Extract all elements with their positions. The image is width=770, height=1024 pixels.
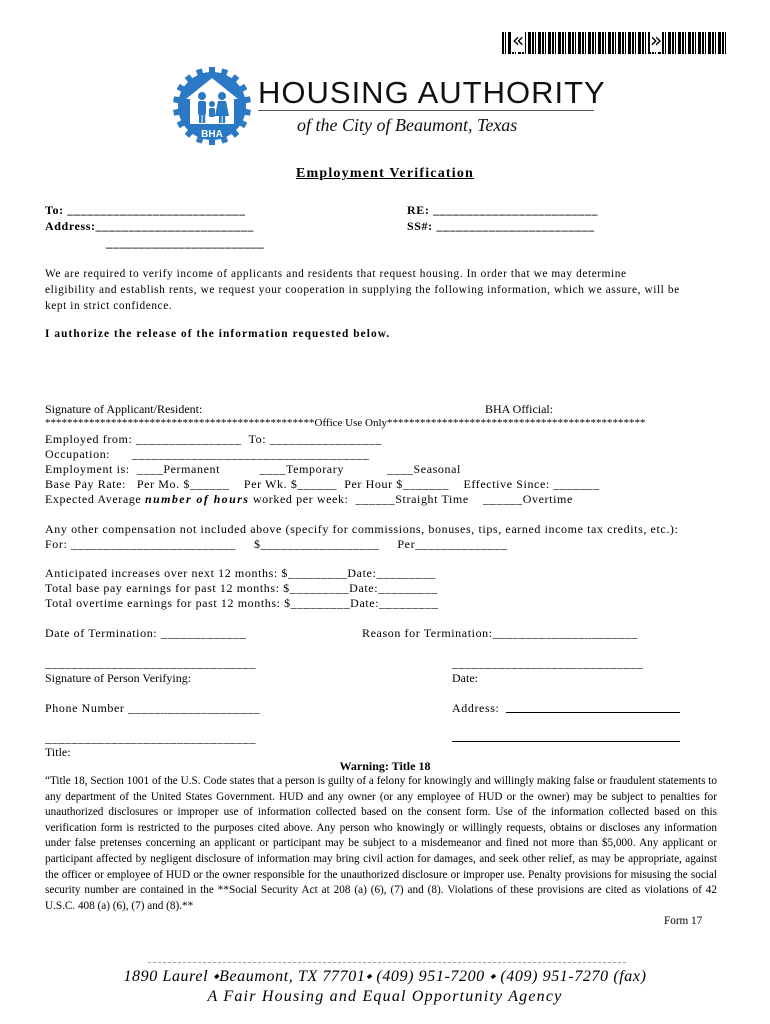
overtime-earnings-field[interactable]: Total overtime earnings for past 12 months: $_________Date:_________ <box>45 596 439 610</box>
termination-reason-field[interactable]: Reason for Termination:______________________ <box>362 626 638 640</box>
anticipated-increase-field[interactable]: Anticipated increases over next 12 months: $_________Date:_________ <box>45 566 436 580</box>
re-field[interactable]: RE: _________________________ <box>407 203 599 217</box>
address-field[interactable]: Address:________________________ <box>45 219 254 233</box>
address-field-line2[interactable]: ________________________ <box>106 236 265 250</box>
office-use-divider: *************************************************Office Use Only*********************************************** <box>45 417 646 429</box>
other-compensation-label: Any other compensation not included above (specify for commissions, bonuses, tips, earned income tax credits, etc.): <box>45 522 679 536</box>
verifier-signature-label: Signature of Person Verifying: <box>45 671 192 685</box>
ssn-field[interactable]: SS#: ________________________ <box>407 219 595 233</box>
warning-title: Warning: Title 18 <box>339 759 431 773</box>
logo-divider <box>258 110 594 111</box>
intro-line: kept in strict confidence. <box>45 300 173 312</box>
bha-logo <box>172 66 252 146</box>
verifier-address-line-2[interactable] <box>452 741 680 742</box>
footer-divider <box>148 962 626 963</box>
employment-type-field[interactable]: Employment is: ____Permanent ____Temporary ____Seasonal <box>45 462 461 476</box>
expected-hours-emphasis: number of hours <box>144 492 250 506</box>
applicant-signature-label[interactable]: Signature of Applicant/Resident: <box>45 402 203 416</box>
bha-badge-text: BHA <box>201 129 223 140</box>
expected-hours-field[interactable] <box>45 492 573 507</box>
employed-from-field[interactable]: Employed from: ________________ To: _________________ <box>45 432 382 446</box>
footer-tagline: A Fair Housing and Equal Opportunity Agency <box>207 988 563 1005</box>
form-heading <box>0 166 770 182</box>
expected-hours-suffix: worked per week: ______Straight Time ______Overtime <box>249 492 573 506</box>
verifier-address-label: Address: <box>452 701 500 715</box>
verifier-date-label: Date: <box>452 671 478 685</box>
verifier-date-line[interactable]: _____________________________ <box>452 656 644 670</box>
footer-address: 1890 Laurel ⬩Beaumont, TX 77701⬩ (409) 951-7200 ⬩ (409) 951-7270 (fax) <box>123 968 647 985</box>
other-compensation-field[interactable]: For: _________________________ $__________________ Per______________ <box>45 537 508 551</box>
barcode <box>502 28 728 54</box>
verifier-title-line[interactable]: ________________________________ <box>45 731 257 745</box>
barcode-left-glyph: « <box>512 28 525 52</box>
intro-line: eligibility and establish rents, we request your cooperation in supplying the following information, which we assure, will be <box>45 284 680 296</box>
org-subtitle: of the City of Beaumont, Texas <box>297 115 518 135</box>
official-signature-label[interactable]: BHA Official: <box>485 402 554 416</box>
form-heading-text: Employment Verification <box>295 166 475 181</box>
phone-number-field[interactable]: Phone Number ____________________ <box>45 701 261 715</box>
authorization-statement: I authorize the release of the information requested below. <box>45 328 391 340</box>
verifier-title-label: Title: <box>45 745 71 759</box>
verifier-address-line[interactable] <box>506 712 680 713</box>
occupation-field[interactable]: Occupation: ____________________________________ <box>45 447 370 461</box>
base-pay-field[interactable]: Base Pay Rate: Per Mo. $______ Per Wk. $______ Per Hour $_______ Effective Since: _______ <box>45 477 600 491</box>
expected-hours-prefix: Expected Average <box>45 492 145 506</box>
form-number: Form 17 <box>664 915 703 927</box>
to-field[interactable]: To: ___________________________ <box>45 203 246 217</box>
barcode-right-glyph: » <box>650 28 663 52</box>
intro-line: We are required to verify income of applicants and residents that request housing. In order that we may determine <box>45 268 627 280</box>
bha-seal-icon <box>172 66 252 146</box>
base-pay-earnings-field[interactable]: Total base pay earnings for past 12 months: $_________Date:_________ <box>45 581 438 595</box>
warning-body: “Title 18, Section 1001 of the U.S. Code states that a person is guilty of a felony for knowingly and willingly making false or fraudulent statements to any department of the United States Government. HUD and any owner (or any employee of HUD or the owner) may be subject to penalties for unauthorized disclosures or improper use of information collected based on the consent form. Use of the information collected based on this verification form is restricted to the purposes cited above. Any person who knowingly or willingly requests, obtains or discloses any information under false pretenses concerning an applicant or participant may be subject to a misdemeanor and fined not more than $5,000. Any applicant or participant affected by negligent disclosure of information may bring civil action for damages, and seek other relief, as may be appropriate, against the officer or employee of HUD or the owner responsible for the unauthorized disclosure or improper use. Penalty provisions for misusing the social security number are contained in the **Social Security Act at 208 (a) (6), (7) and (8). Violations of these provisions are cited as violations of 42 U.S.C. 408 (a) (6), (7) and (8).** <box>45 775 717 912</box>
verifier-signature-line[interactable]: ________________________________ <box>45 656 257 670</box>
termination-date-field[interactable]: Date of Termination: _____________ <box>45 626 247 640</box>
org-title: HOUSING AUTHORITY <box>258 75 606 110</box>
